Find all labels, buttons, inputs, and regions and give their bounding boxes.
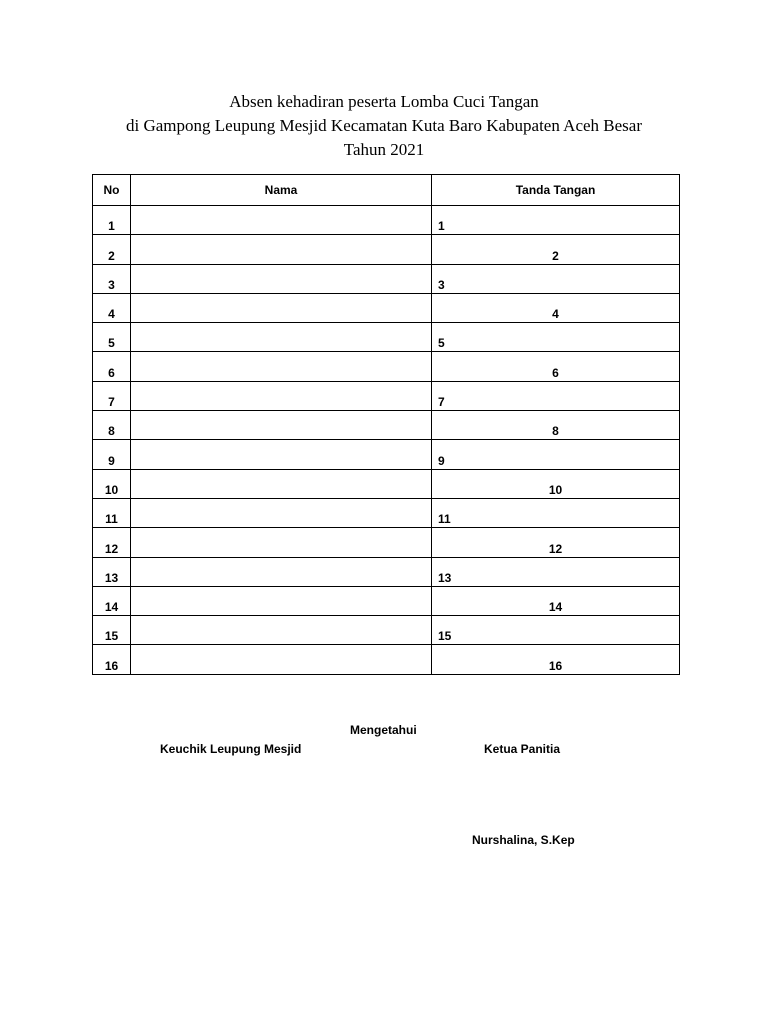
mengetahui-label: Mengetahui [350, 723, 417, 737]
signature-cell[interactable]: 12 [432, 528, 680, 557]
row-number: 4 [93, 293, 131, 322]
table-row [93, 469, 680, 498]
row-number: 6 [93, 352, 131, 381]
signature-cell[interactable]: 10 [432, 469, 680, 498]
document-title-line1: Absen kehadiran peserta Lomba Cuci Tangan [229, 92, 539, 111]
row-number: 13 [93, 557, 131, 586]
table-row [93, 528, 680, 557]
row-number: 11 [93, 498, 131, 527]
signature-cell[interactable]: 4 [432, 293, 680, 322]
document-title-line3: Tahun 2021 [343, 140, 425, 159]
row-number: 10 [93, 469, 131, 498]
row-number: 9 [93, 440, 131, 469]
nama-cell[interactable] [131, 645, 432, 674]
table-row [93, 323, 680, 352]
row-number: 15 [93, 616, 131, 645]
table-row [93, 498, 680, 527]
table-header-row [93, 175, 680, 206]
document-title-line2: di Gampong Leupung Mesjid Kecamatan Kuta Baro Kabupaten Aceh Besar [126, 116, 642, 135]
table-row [93, 440, 680, 469]
keuchik-role: Keuchik Leupung Mesjid [160, 742, 302, 756]
table-row [93, 586, 680, 615]
table-row [93, 411, 680, 440]
row-number: 3 [93, 264, 131, 293]
nama-cell[interactable] [131, 440, 432, 469]
column-header-tanda-tangan: Tanda Tangan [432, 175, 680, 206]
ketua-panitia-role: Ketua Panitia [484, 742, 561, 756]
signature-cell[interactable]: 11 [432, 498, 680, 527]
row-number: 14 [93, 586, 131, 615]
nama-cell[interactable] [131, 206, 432, 235]
nama-cell[interactable] [131, 557, 432, 586]
signature-cell[interactable]: 13 [432, 557, 680, 586]
row-number: 8 [93, 411, 131, 440]
table-row [93, 645, 680, 674]
table-row [93, 235, 680, 264]
signature-cell[interactable]: 5 [432, 323, 680, 352]
signature-cell[interactable]: 6 [432, 352, 680, 381]
nama-cell[interactable] [131, 352, 432, 381]
row-number: 7 [93, 381, 131, 410]
table-row [93, 352, 680, 381]
nama-cell[interactable] [131, 528, 432, 557]
table-row [93, 264, 680, 293]
signature-cell[interactable]: 1 [432, 206, 680, 235]
nama-cell[interactable] [131, 411, 432, 440]
nama-cell[interactable] [131, 264, 432, 293]
nama-cell[interactable] [131, 498, 432, 527]
nama-cell[interactable] [131, 293, 432, 322]
nama-cell[interactable] [131, 616, 432, 645]
column-header-no: No [93, 175, 131, 206]
row-number: 1 [93, 206, 131, 235]
signature-cell[interactable]: 15 [432, 616, 680, 645]
signature-cell[interactable]: 8 [432, 411, 680, 440]
signature-cell[interactable]: 2 [432, 235, 680, 264]
table-row [93, 381, 680, 410]
table-row [93, 557, 680, 586]
signature-cell[interactable]: 9 [432, 440, 680, 469]
row-number: 5 [93, 323, 131, 352]
nama-cell[interactable] [131, 586, 432, 615]
row-number: 12 [93, 528, 131, 557]
ketua-panitia-name: Nurshalina, S.Kep [472, 833, 575, 847]
table-row [93, 206, 680, 235]
table-row [93, 293, 680, 322]
column-header-nama: Nama [131, 175, 432, 206]
nama-cell[interactable] [131, 469, 432, 498]
signature-cell[interactable]: 16 [432, 645, 680, 674]
attendance-table [92, 174, 680, 675]
nama-cell[interactable] [131, 323, 432, 352]
table-row [93, 616, 680, 645]
signature-cell[interactable]: 7 [432, 381, 680, 410]
row-number: 2 [93, 235, 131, 264]
nama-cell[interactable] [131, 381, 432, 410]
signature-cell[interactable]: 14 [432, 586, 680, 615]
nama-cell[interactable] [131, 235, 432, 264]
signature-cell[interactable]: 3 [432, 264, 680, 293]
row-number: 16 [93, 645, 131, 674]
